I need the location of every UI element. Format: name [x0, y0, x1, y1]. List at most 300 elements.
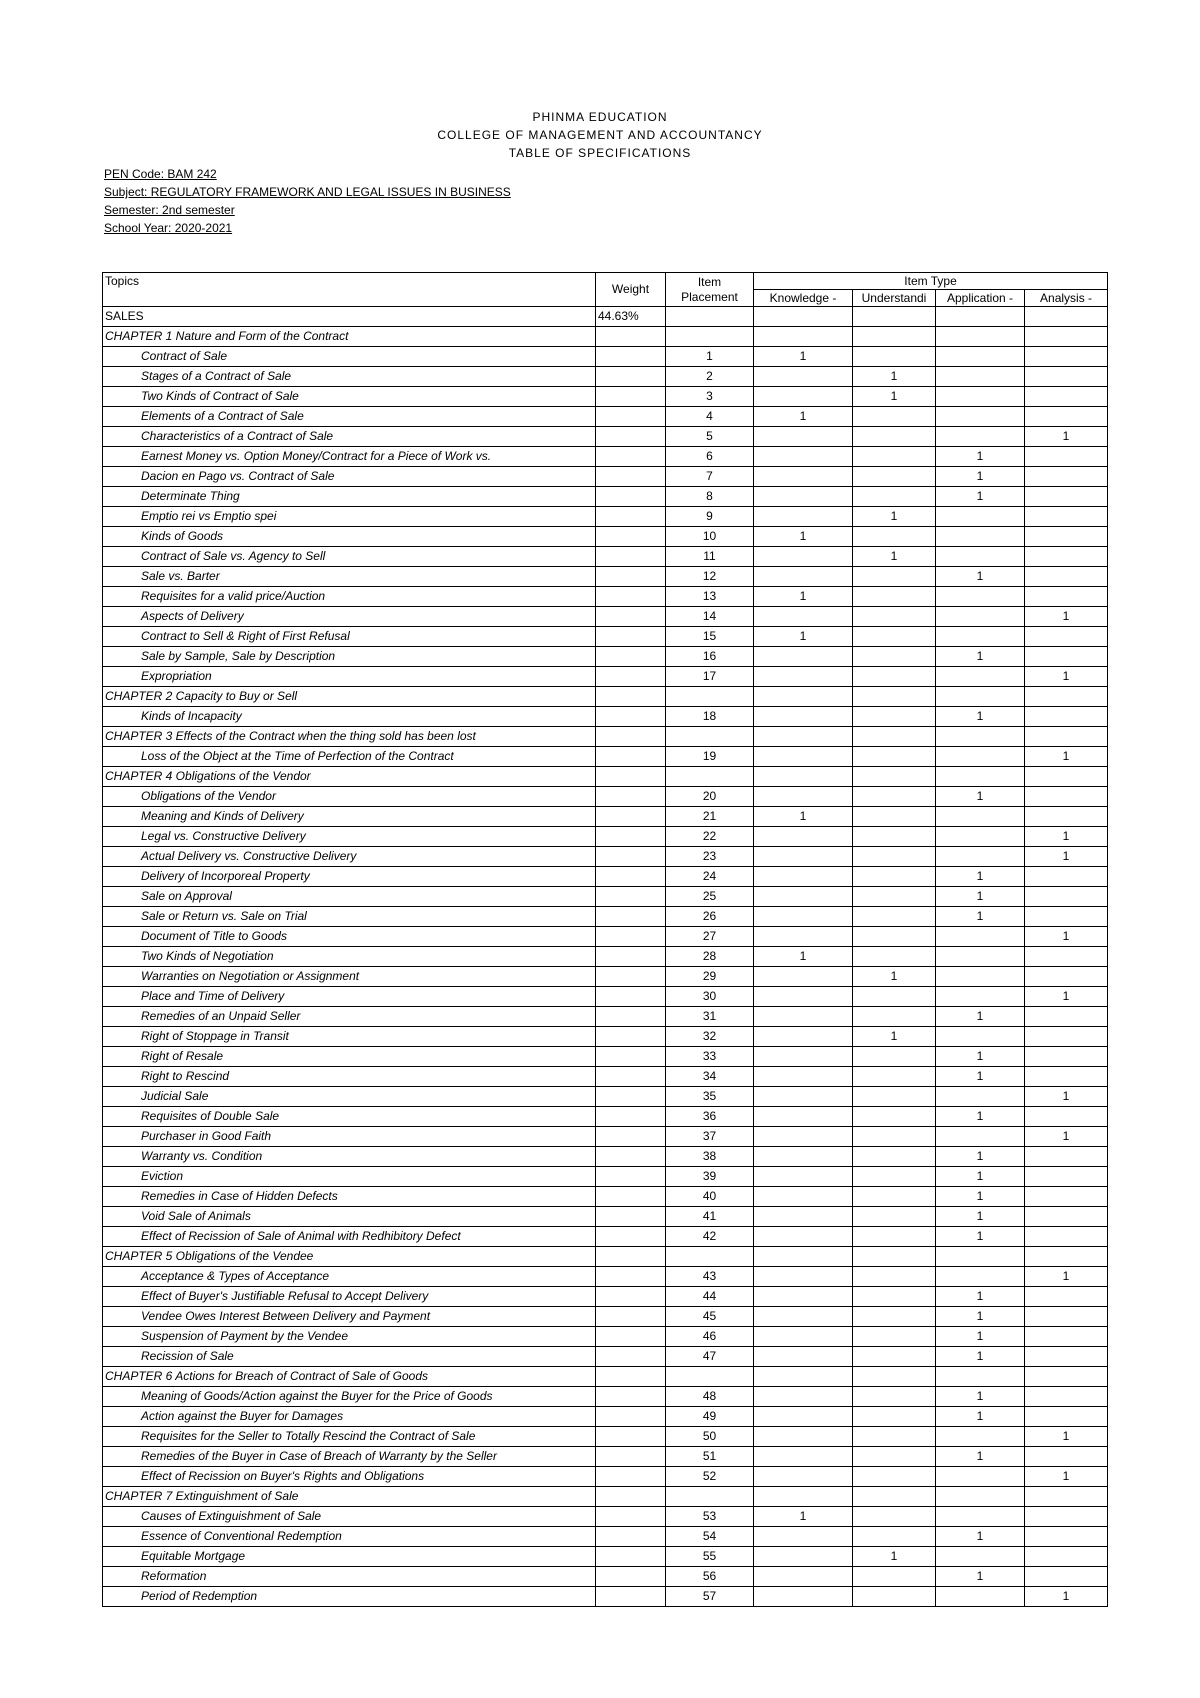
weight-cell: [596, 807, 666, 827]
understanding-cell: [853, 1007, 936, 1027]
application-cell: 1: [936, 1187, 1025, 1207]
item-placement-cell: 56: [666, 1567, 754, 1587]
analysis-cell: [1025, 1487, 1108, 1507]
analysis-cell: [1025, 587, 1108, 607]
application-header: Application -: [936, 290, 1025, 307]
analysis-cell: 1: [1025, 1427, 1108, 1447]
analysis-cell: [1025, 1407, 1108, 1427]
weight-cell: [596, 507, 666, 527]
analysis-cell: 1: [1025, 987, 1108, 1007]
item-placement-cell: 7: [666, 467, 754, 487]
topic-cell: Effect of Buyer's Justifiable Refusal to Accept Delivery: [103, 1287, 596, 1307]
understanding-cell: [853, 487, 936, 507]
weight-cell: [596, 587, 666, 607]
knowledge-cell: [754, 567, 853, 587]
weight-cell: [596, 387, 666, 407]
table-row: [103, 727, 1108, 747]
item-placement-cell: 17: [666, 667, 754, 687]
item-placement-cell: [666, 1487, 754, 1507]
weight-cell: [596, 1507, 666, 1527]
table-row: [103, 1307, 1108, 1327]
item-placement-cell: [666, 1367, 754, 1387]
application-cell: 1: [936, 1047, 1025, 1067]
knowledge-cell: [754, 767, 853, 787]
weight-cell: [596, 1327, 666, 1347]
item-placement-cell: 6: [666, 447, 754, 467]
knowledge-cell: 1: [754, 407, 853, 427]
understanding-cell: [853, 827, 936, 847]
table-row: [103, 1067, 1108, 1087]
table-row: [103, 1347, 1108, 1367]
knowledge-cell: [754, 1567, 853, 1587]
understanding-cell: [853, 1327, 936, 1347]
item-placement-cell: [666, 307, 754, 327]
item-placement-cell: 21: [666, 807, 754, 827]
table-row: [103, 547, 1108, 567]
topic-cell: Legal vs. Constructive Delivery: [103, 827, 596, 847]
weight-cell: [596, 347, 666, 367]
weight-cell: [596, 707, 666, 727]
analysis-cell: [1025, 727, 1108, 747]
weight-cell: [596, 327, 666, 347]
table-row: [103, 847, 1108, 867]
item-placement-cell: [666, 687, 754, 707]
weight-cell: [596, 1547, 666, 1567]
knowledge-cell: [754, 747, 853, 767]
knowledge-cell: [754, 1327, 853, 1347]
understanding-cell: [853, 1207, 936, 1227]
weight-cell: [596, 667, 666, 687]
application-cell: [936, 1427, 1025, 1447]
topic-cell: CHAPTER 6 Actions for Breach of Contract of Sale of Goods: [103, 1367, 596, 1387]
knowledge-cell: 1: [754, 587, 853, 607]
knowledge-header: Knowledge -: [754, 290, 853, 307]
analysis-cell: 1: [1025, 1127, 1108, 1147]
application-cell: [936, 367, 1025, 387]
application-cell: 1: [936, 467, 1025, 487]
knowledge-cell: [754, 1147, 853, 1167]
understanding-cell: [853, 587, 936, 607]
topic-cell: Stages of a Contract of Sale: [103, 367, 596, 387]
table-row: [103, 427, 1108, 447]
table-row: [103, 1327, 1108, 1347]
table-row: [103, 1467, 1108, 1487]
weight-cell: [596, 1147, 666, 1167]
analysis-cell: [1025, 887, 1108, 907]
table-row: [103, 507, 1108, 527]
analysis-cell: [1025, 1287, 1108, 1307]
weight-cell: [596, 1287, 666, 1307]
item-placement-cell: 11: [666, 547, 754, 567]
analysis-cell: [1025, 1547, 1108, 1567]
topic-cell: Actual Delivery vs. Constructive Delivery: [103, 847, 596, 867]
item-placement-cell: 29: [666, 967, 754, 987]
table-row: [103, 607, 1108, 627]
analysis-cell: [1025, 1447, 1108, 1467]
subject: Subject: REGULATORY FRAMEWORK AND LEGAL ISSUES IN BUSINESS: [104, 185, 511, 199]
item-placement-cell: [666, 327, 754, 347]
weight-cell: [596, 1107, 666, 1127]
knowledge-cell: [754, 1367, 853, 1387]
understanding-cell: [853, 427, 936, 447]
weight-cell: [596, 1067, 666, 1087]
topic-cell: CHAPTER 3 Effects of the Contract when the thing sold has been lost: [103, 727, 596, 747]
topic-cell: Warranty vs. Condition: [103, 1147, 596, 1167]
weight-cell: [596, 1527, 666, 1547]
topic-cell: Expropriation: [103, 667, 596, 687]
knowledge-cell: 1: [754, 1507, 853, 1527]
topic-cell: Right of Stoppage in Transit: [103, 1027, 596, 1047]
item-placement-cell: 20: [666, 787, 754, 807]
table-row: [103, 1247, 1108, 1267]
topic-cell: Kinds of Incapacity: [103, 707, 596, 727]
weight-cell: [596, 1047, 666, 1067]
topics-header: Topics: [103, 273, 596, 307]
application-cell: [936, 1367, 1025, 1387]
weight-cell: [596, 567, 666, 587]
topic-cell: Purchaser in Good Faith: [103, 1127, 596, 1147]
table-row: [103, 647, 1108, 667]
weight-cell: [596, 1207, 666, 1227]
application-cell: [936, 527, 1025, 547]
item-placement-cell: 36: [666, 1107, 754, 1127]
topic-cell: Meaning of Goods/Action against the Buyer for the Price of Goods: [103, 1387, 596, 1407]
knowledge-cell: [754, 307, 853, 327]
understanding-cell: [853, 1087, 936, 1107]
application-cell: [936, 987, 1025, 1007]
understanding-cell: [853, 607, 936, 627]
application-cell: 1: [936, 707, 1025, 727]
analysis-cell: 1: [1025, 607, 1108, 627]
weight-cell: [596, 447, 666, 467]
table-row: [103, 1027, 1108, 1047]
knowledge-cell: [754, 327, 853, 347]
analysis-cell: 1: [1025, 927, 1108, 947]
table-row: [103, 987, 1108, 1007]
topic-cell: Vendee Owes Interest Between Delivery and Payment: [103, 1307, 596, 1327]
knowledge-cell: [754, 987, 853, 1007]
application-cell: 1: [936, 1287, 1025, 1307]
knowledge-cell: [754, 967, 853, 987]
knowledge-cell: 1: [754, 627, 853, 647]
item-placement-cell: 10: [666, 527, 754, 547]
understanding-cell: [853, 307, 936, 327]
knowledge-cell: [754, 607, 853, 627]
item-placement-cell: 38: [666, 1147, 754, 1167]
table-row: [103, 1587, 1108, 1607]
topic-cell: Aspects of Delivery: [103, 607, 596, 627]
application-cell: [936, 807, 1025, 827]
weight-cell: [596, 907, 666, 927]
analysis-cell: [1025, 1187, 1108, 1207]
analysis-cell: [1025, 447, 1108, 467]
knowledge-cell: [754, 1347, 853, 1367]
topic-cell: Right of Resale: [103, 1047, 596, 1067]
understanding-cell: [853, 727, 936, 747]
understanding-cell: [853, 447, 936, 467]
item-placement-cell: 30: [666, 987, 754, 1007]
table-row: [103, 567, 1108, 587]
understanding-header: Understandi: [853, 290, 936, 307]
weight-header: Weight: [596, 273, 666, 307]
course-info: [104, 165, 511, 237]
table-row: [103, 307, 1108, 327]
weight-cell: [596, 1407, 666, 1427]
analysis-cell: [1025, 1527, 1108, 1547]
knowledge-cell: [754, 507, 853, 527]
knowledge-cell: [754, 827, 853, 847]
knowledge-cell: [754, 1427, 853, 1447]
item-placement-cell: 15: [666, 627, 754, 647]
analysis-cell: [1025, 647, 1108, 667]
analysis-header: Analysis -: [1025, 290, 1108, 307]
table-row: [103, 787, 1108, 807]
table-row: [103, 1267, 1108, 1287]
weight-cell: [596, 367, 666, 387]
analysis-cell: [1025, 787, 1108, 807]
weight-cell: [596, 627, 666, 647]
application-cell: [936, 1267, 1025, 1287]
item-placement-cell: 22: [666, 827, 754, 847]
topic-cell: Essence of Conventional Redemption: [103, 1527, 596, 1547]
topic-cell: Action against the Buyer for Damages: [103, 1407, 596, 1427]
table-row: [103, 1147, 1108, 1167]
knowledge-cell: [754, 467, 853, 487]
analysis-cell: [1025, 807, 1108, 827]
weight-cell: [596, 1087, 666, 1107]
knowledge-cell: [754, 1067, 853, 1087]
item-placement-cell: 8: [666, 487, 754, 507]
topic-cell: Judicial Sale: [103, 1087, 596, 1107]
weight-cell: [596, 527, 666, 547]
topic-cell: Equitable Mortgage: [103, 1547, 596, 1567]
table-row: [103, 387, 1108, 407]
application-cell: [936, 1507, 1025, 1527]
understanding-cell: [853, 647, 936, 667]
analysis-cell: [1025, 407, 1108, 427]
topic-cell: Document of Title to Goods: [103, 927, 596, 947]
understanding-cell: [853, 787, 936, 807]
item-placement-cell: [666, 767, 754, 787]
application-cell: 1: [936, 1147, 1025, 1167]
item-placement-cell: 48: [666, 1387, 754, 1407]
topic-cell: Sale by Sample, Sale by Description: [103, 647, 596, 667]
knowledge-cell: [754, 727, 853, 747]
table-row: [103, 1127, 1108, 1147]
topic-cell: Causes of Extinguishment of Sale: [103, 1507, 596, 1527]
knowledge-cell: [754, 1127, 853, 1147]
weight-cell: [596, 1347, 666, 1367]
application-cell: [936, 1027, 1025, 1047]
weight-cell: [596, 1447, 666, 1467]
knowledge-cell: [754, 927, 853, 947]
topic-cell: Reformation: [103, 1567, 596, 1587]
understanding-cell: [853, 1187, 936, 1207]
application-cell: 1: [936, 647, 1025, 667]
knowledge-cell: [754, 1547, 853, 1567]
understanding-cell: 1: [853, 367, 936, 387]
weight-cell: [596, 487, 666, 507]
table-row: [103, 767, 1108, 787]
understanding-cell: [853, 627, 936, 647]
table-row: [103, 887, 1108, 907]
understanding-cell: [853, 1427, 936, 1447]
pen-code: PEN Code: BAM 242: [104, 167, 217, 181]
application-cell: [936, 387, 1025, 407]
application-cell: [936, 1547, 1025, 1567]
item-placement-cell: [666, 1247, 754, 1267]
analysis-cell: [1025, 687, 1108, 707]
knowledge-cell: [754, 707, 853, 727]
knowledge-cell: [754, 1447, 853, 1467]
topic-cell: Requisites for the Seller to Totally Rescind the Contract of Sale: [103, 1427, 596, 1447]
understanding-cell: [853, 1587, 936, 1607]
item-placement-cell: 53: [666, 1507, 754, 1527]
analysis-cell: [1025, 1327, 1108, 1347]
topic-cell: Right to Rescind: [103, 1067, 596, 1087]
understanding-cell: [853, 807, 936, 827]
analysis-cell: 1: [1025, 1467, 1108, 1487]
application-cell: [936, 1087, 1025, 1107]
understanding-cell: [853, 1107, 936, 1127]
understanding-cell: [853, 1227, 936, 1247]
weight-cell: [596, 1267, 666, 1287]
topic-cell: Effect of Recission of Sale of Animal with Redhibitory Defect: [103, 1227, 596, 1247]
knowledge-cell: [754, 907, 853, 927]
application-cell: 1: [936, 1407, 1025, 1427]
weight-cell: [596, 1007, 666, 1027]
item-placement-cell: 23: [666, 847, 754, 867]
topic-cell: Kinds of Goods: [103, 527, 596, 547]
analysis-cell: [1025, 947, 1108, 967]
understanding-cell: [853, 1307, 936, 1327]
weight-cell: [596, 847, 666, 867]
analysis-cell: [1025, 967, 1108, 987]
application-cell: [936, 967, 1025, 987]
weight-cell: [596, 467, 666, 487]
understanding-cell: 1: [853, 967, 936, 987]
item-placement-cell: 26: [666, 907, 754, 927]
topic-cell: Two Kinds of Negotiation: [103, 947, 596, 967]
understanding-cell: [853, 1147, 936, 1167]
knowledge-cell: [754, 1087, 853, 1107]
analysis-cell: 1: [1025, 1267, 1108, 1287]
topic-cell: Eviction: [103, 1167, 596, 1187]
application-cell: [936, 1587, 1025, 1607]
topic-cell: Suspension of Payment by the Vendee: [103, 1327, 596, 1347]
analysis-cell: [1025, 1067, 1108, 1087]
item-placement-cell: 3: [666, 387, 754, 407]
table-row: [103, 1047, 1108, 1067]
application-cell: 1: [936, 1227, 1025, 1247]
table-row: [103, 1547, 1108, 1567]
analysis-cell: [1025, 467, 1108, 487]
understanding-cell: [853, 747, 936, 767]
analysis-cell: [1025, 707, 1108, 727]
weight-cell: [596, 407, 666, 427]
item-placement-cell: 57: [666, 1587, 754, 1607]
knowledge-cell: [754, 1167, 853, 1187]
understanding-cell: [853, 1387, 936, 1407]
weight-cell: [596, 1127, 666, 1147]
topic-cell: Void Sale of Animals: [103, 1207, 596, 1227]
knowledge-cell: [754, 1227, 853, 1247]
analysis-cell: [1025, 1207, 1108, 1227]
table-row: [103, 1107, 1108, 1127]
table-row: [103, 687, 1108, 707]
knowledge-cell: [754, 1487, 853, 1507]
understanding-cell: [853, 1267, 936, 1287]
analysis-cell: [1025, 1027, 1108, 1047]
topic-cell: Requisites of Double Sale: [103, 1107, 596, 1127]
topic-cell: Characteristics of a Contract of Sale: [103, 427, 596, 447]
weight-cell: [596, 427, 666, 447]
table-row: [103, 447, 1108, 467]
item-placement-cell: 37: [666, 1127, 754, 1147]
table-row: [103, 1527, 1108, 1547]
table-row: [103, 747, 1108, 767]
table-row: [103, 1487, 1108, 1507]
application-cell: [936, 827, 1025, 847]
knowledge-cell: [754, 1047, 853, 1067]
topic-cell: Two Kinds of Contract of Sale: [103, 387, 596, 407]
understanding-cell: 1: [853, 1547, 936, 1567]
analysis-cell: 1: [1025, 847, 1108, 867]
application-cell: 1: [936, 1447, 1025, 1467]
analysis-cell: [1025, 1047, 1108, 1067]
application-cell: [936, 947, 1025, 967]
application-cell: 1: [936, 1167, 1025, 1187]
table-row: [103, 967, 1108, 987]
application-cell: [936, 667, 1025, 687]
table-row: [103, 1407, 1108, 1427]
understanding-cell: [853, 567, 936, 587]
understanding-cell: [853, 1507, 936, 1527]
table-row: [103, 327, 1108, 347]
item-placement-cell: 46: [666, 1327, 754, 1347]
analysis-cell: [1025, 767, 1108, 787]
application-cell: [936, 1247, 1025, 1267]
analysis-cell: [1025, 1167, 1108, 1187]
knowledge-cell: [754, 1387, 853, 1407]
understanding-cell: [853, 687, 936, 707]
knowledge-cell: [754, 1527, 853, 1547]
understanding-cell: [853, 1447, 936, 1467]
application-cell: 1: [936, 567, 1025, 587]
weight-cell: [596, 1027, 666, 1047]
table-body: [103, 307, 1108, 1607]
application-cell: 1: [936, 1327, 1025, 1347]
knowledge-cell: [754, 387, 853, 407]
weight-cell: [596, 1387, 666, 1407]
table-row: [103, 907, 1108, 927]
weight-cell: [596, 1427, 666, 1447]
understanding-cell: [853, 347, 936, 367]
table-row: [103, 347, 1108, 367]
application-cell: [936, 507, 1025, 527]
table-row: [103, 1447, 1108, 1467]
understanding-cell: [853, 847, 936, 867]
table-row: [103, 927, 1108, 947]
analysis-cell: [1025, 627, 1108, 647]
analysis-cell: 1: [1025, 427, 1108, 447]
table-row: [103, 1427, 1108, 1447]
understanding-cell: 1: [853, 547, 936, 567]
understanding-cell: [853, 947, 936, 967]
understanding-cell: [853, 1407, 936, 1427]
table-row: [103, 947, 1108, 967]
topic-cell: Contract of Sale vs. Agency to Sell: [103, 547, 596, 567]
